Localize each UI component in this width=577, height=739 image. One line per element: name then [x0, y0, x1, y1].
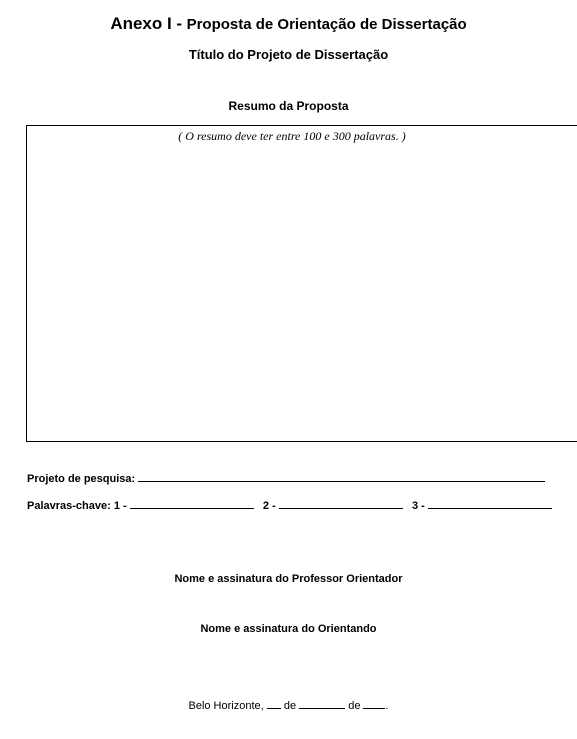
city-label: Belo Horizonte,: [188, 700, 264, 712]
keyword-2-label: 2 -: [262, 500, 276, 512]
keywords-label: Palavras-chave:: [27, 500, 111, 512]
keyword-1-label: 1 -: [113, 500, 127, 512]
date-line: [0, 697, 577, 712]
keyword-3-blank-line[interactable]: [428, 497, 552, 509]
annex-label: Anexo I -: [110, 14, 183, 33]
project-title-heading: Título do Projeto de Dissertação: [188, 47, 389, 62]
document-title: Proposta de Orientação de Dissertação: [186, 16, 467, 33]
document-heading: [0, 14, 577, 34]
date-end: .: [385, 700, 389, 712]
keyword-1-blank-line[interactable]: [130, 497, 254, 509]
project-row: [27, 470, 545, 485]
year-blank-line[interactable]: [363, 697, 385, 709]
keyword-3-label: 3 -: [412, 500, 425, 512]
day-blank-line[interactable]: [267, 697, 281, 709]
professor-signature-label: Nome e assinatura do Professor Orientador: [174, 573, 403, 585]
keyword-2-blank-line[interactable]: [279, 497, 403, 509]
summary-heading: Resumo da Proposta: [228, 99, 349, 113]
de-label-1: de: [283, 700, 297, 712]
month-blank-line[interactable]: [299, 697, 345, 709]
de-label-2: de: [348, 700, 361, 712]
project-label: Projeto de pesquisa:: [27, 473, 136, 485]
summary-instructions: ( O resumo deve ter entre 100 e 300 palavras. ): [178, 129, 406, 143]
student-signature-label: Nome e assinatura do Orientando: [200, 623, 377, 635]
summary-text-box[interactable]: [26, 125, 577, 442]
keywords-row: [27, 497, 552, 512]
project-blank-line[interactable]: [138, 470, 545, 482]
